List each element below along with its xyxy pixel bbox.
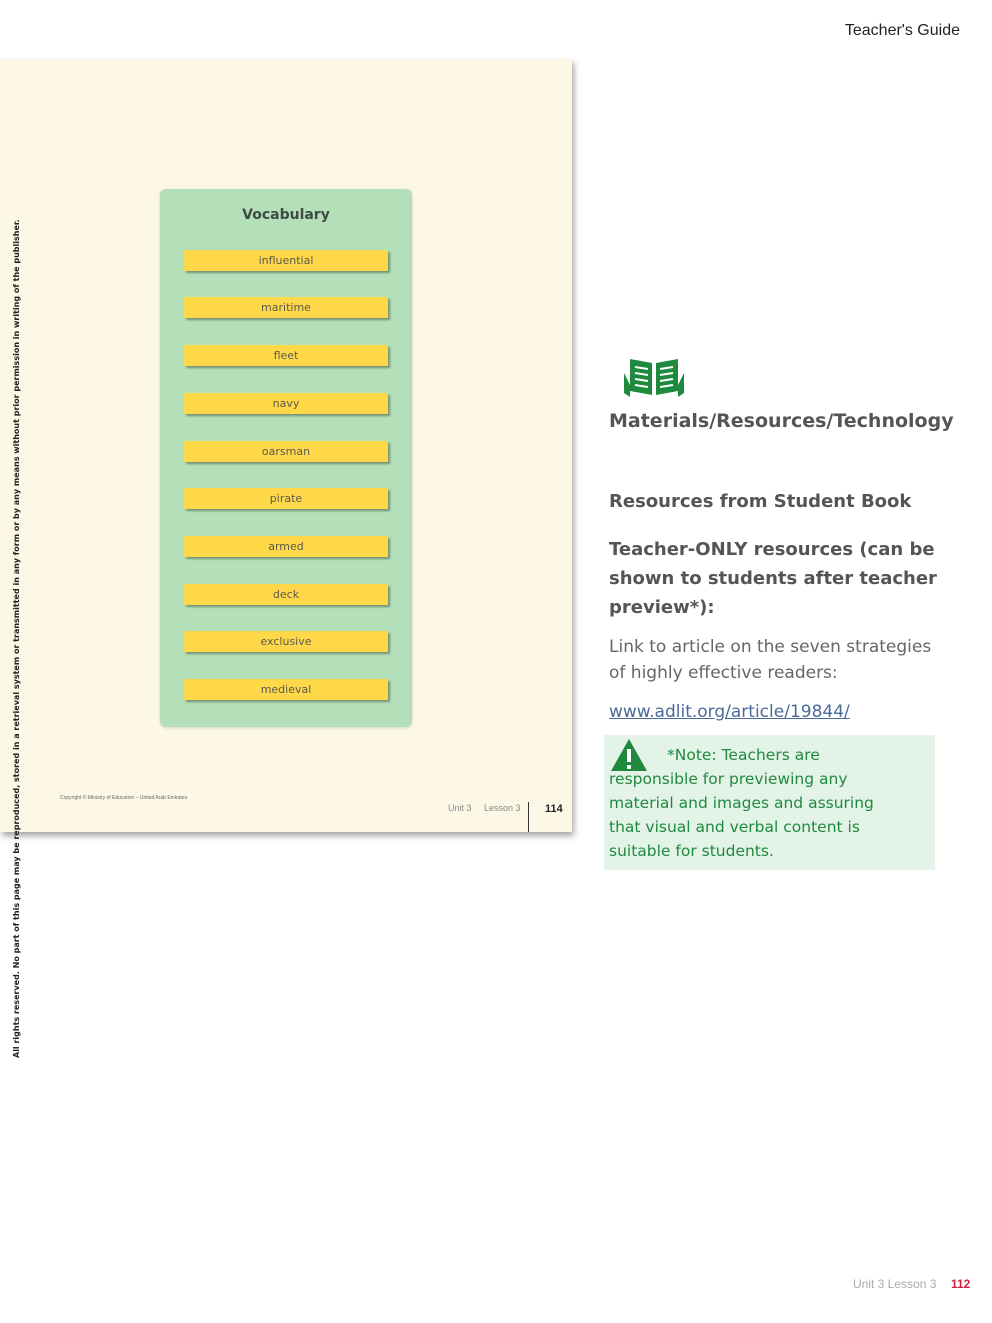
vocab-word: navy <box>184 393 388 414</box>
teacher-note-box <box>604 735 935 870</box>
rights-notice: All rights reserved. No part of this page may be reproduced, stored in a retrieval system or transmitted in any form or by any means without prior permission in writing of the publisher. <box>12 219 21 1058</box>
teacher-only-heading: Teacher-ONLY resources (can be shown to students after teacher preview*): <box>609 539 937 618</box>
vocab-word: medieval <box>184 679 388 700</box>
guide-title: Teacher's Guide <box>844 22 960 39</box>
vocabulary-card <box>160 189 412 727</box>
vocab-word: deck <box>184 584 388 605</box>
vocab-word: fleet <box>184 345 388 366</box>
student-book-page <box>0 59 572 832</box>
vocab-word: influential <box>184 250 388 271</box>
book-unit-lesson: Unit 3 Lesson 3 <box>448 803 521 813</box>
vocab-word: exclusive <box>184 631 388 652</box>
vocab-word: armed <box>184 536 388 557</box>
article-link[interactable]: www.adlit.org/article/19844/ <box>609 702 850 722</box>
resources-heading: Resources from Student Book <box>609 491 912 512</box>
vocab-word: maritime <box>184 297 388 318</box>
book-copyright: Copyright © Ministry of Education – United Arab Emirates <box>60 795 188 801</box>
footer-page-number: 112 <box>951 1277 971 1291</box>
book-footer-divider <box>528 802 529 832</box>
link-intro-text: Link to article on the seven strategies of highly effective readers: <box>609 637 932 683</box>
vocab-word: pirate <box>184 488 388 509</box>
teacher-note-text: *Note: Teachers are responsible for previewing any material and images and assuring that visual and verbal content is suitable for students. <box>609 746 874 860</box>
book-page-number: 114 <box>545 803 563 815</box>
open-book-icon <box>622 355 686 401</box>
materials-heading: Materials/Resources/Technology <box>609 410 954 432</box>
footer-unit-lesson: Unit 3 Lesson 3 <box>853 1277 937 1291</box>
vocab-word: oarsman <box>184 441 388 462</box>
vocabulary-title: Vocabulary <box>242 207 330 223</box>
